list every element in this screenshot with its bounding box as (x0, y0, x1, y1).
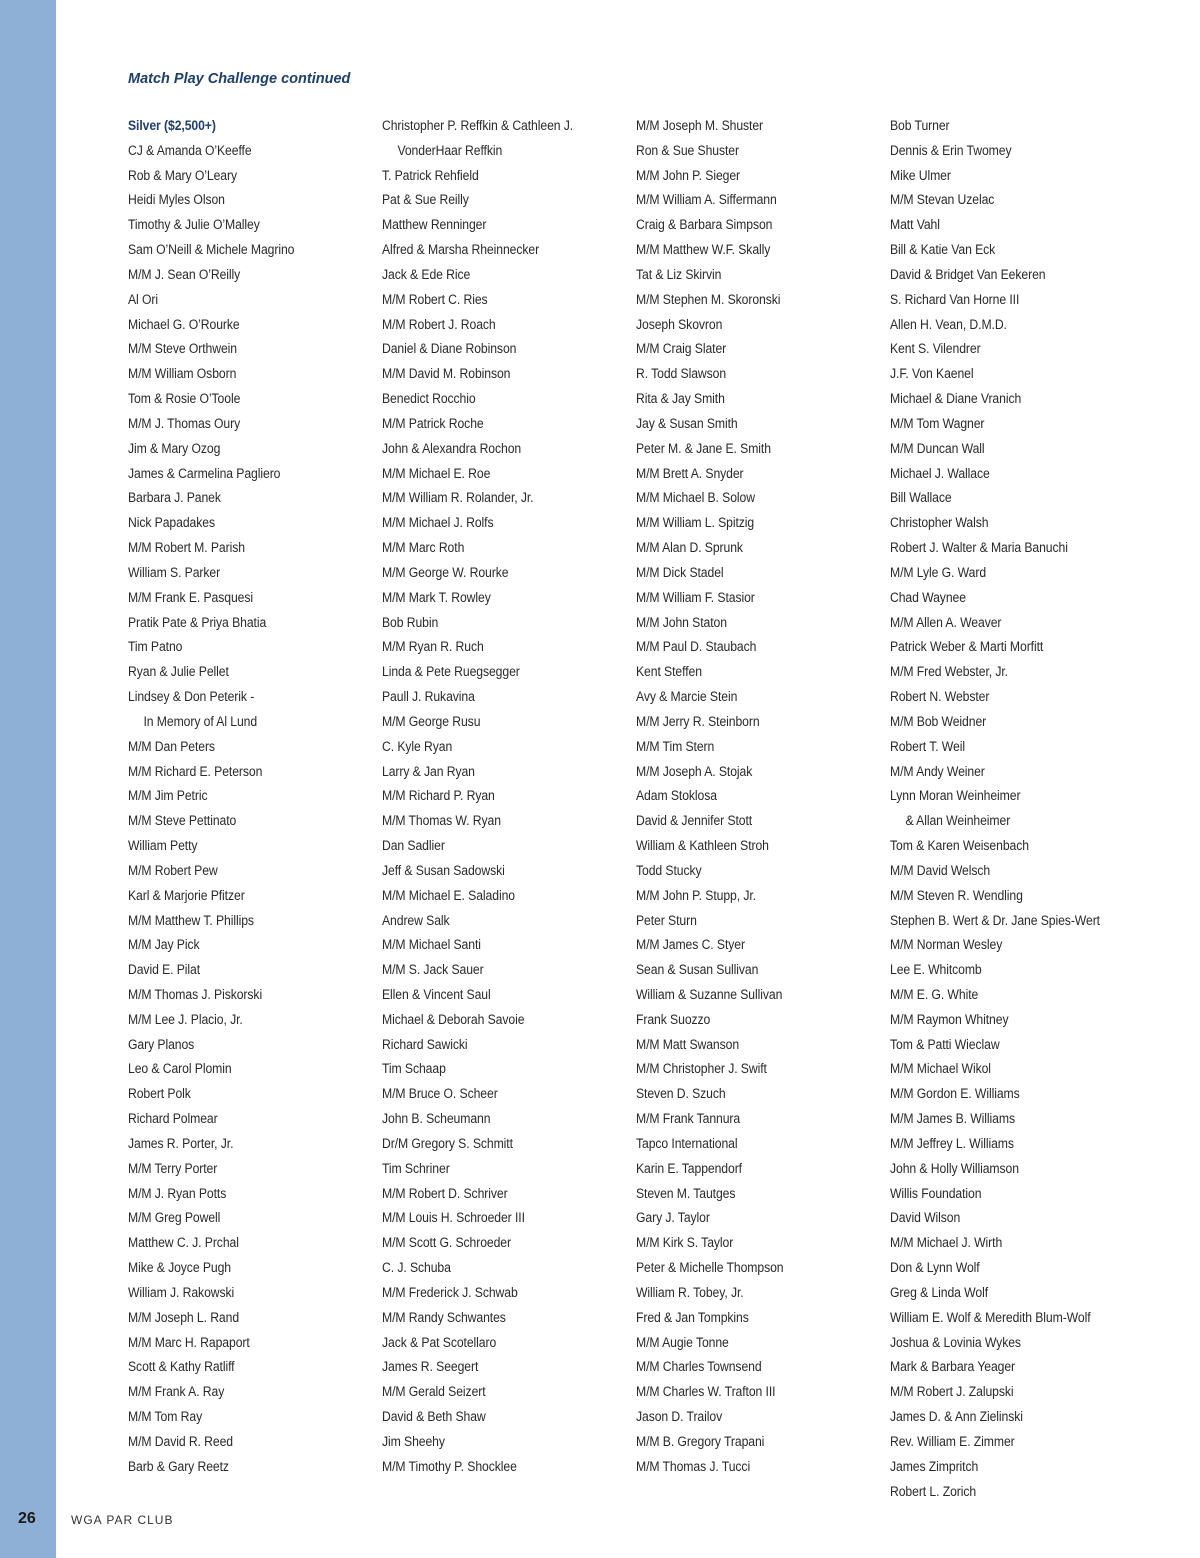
donor-name: Al Ori (128, 291, 158, 308)
donor-name: M/M Michael Wikol (890, 1061, 991, 1078)
donor-name: M/M John P. Stupp, Jr. (636, 887, 756, 904)
donor-name: M/M Michael E. Roe (382, 465, 491, 482)
donor-name: William S. Parker (128, 564, 221, 581)
donor-name: David & Jennifer Stott (636, 813, 753, 830)
donor-name: Chad Waynee (890, 589, 966, 606)
donor-name: William E. Wolf & Meredith Blum-Wolf (890, 1309, 1091, 1326)
donor-name: M/M Scott G. Schroeder (382, 1235, 511, 1252)
donor-name: James R. Porter, Jr. (128, 1135, 234, 1152)
donor-name: Alfred & Marsha Rheinnecker (382, 242, 540, 259)
donor-name: M/M Joseph A. Stojak (636, 763, 753, 780)
donor-name: M/M Jim Petric (128, 788, 208, 805)
donor-name: C. J. Schuba (382, 1260, 451, 1277)
donor-name: Karl & Marjorie Pfitzer (128, 887, 245, 904)
donor-name: Benedict Rocchio (382, 391, 476, 408)
donor-name: Ellen & Vincent Saul (382, 986, 491, 1003)
donor-name: James Zimpritch (890, 1458, 979, 1475)
donor-name: Bob Turner (890, 118, 950, 134)
donor-name: M/M Matthew W.F. Skally (636, 242, 771, 259)
donor-name: M/M Louis H. Schroeder III (382, 1210, 525, 1227)
donor-name: Leo & Carol Plomin (128, 1061, 232, 1078)
donor-name: M/M J. Sean O’Reilly (128, 266, 241, 283)
donor-name: Mark & Barbara Yeager (890, 1359, 1016, 1376)
donor-name: David & Bridget Van Eekeren (890, 266, 1046, 283)
donor-name: M/M Bruce O. Scheer (382, 1086, 498, 1103)
donor-name: Rob & Mary O’Leary (128, 167, 237, 184)
donor-name: Todd Stucky (636, 862, 702, 879)
donor-name: Matthew Renninger (382, 217, 487, 234)
donor-name: M/M Frank Tannura (636, 1111, 741, 1128)
donor-name: Gary Planos (128, 1036, 195, 1053)
donor-name: M/M Paul D. Staubach (636, 639, 757, 656)
section-heading: Silver ($2,500+) (128, 118, 216, 134)
donor-name: M/M Tom Wagner (890, 415, 985, 432)
donor-name: Kent Steffen (636, 664, 702, 681)
donor-name: M/M Raymon Whitney (890, 1011, 1009, 1028)
donor-name: Michael & Diane Vranich (890, 391, 1022, 408)
donor-name: Robert T. Weil (890, 738, 965, 755)
donor-name: Tom & Karen Weisenbach (890, 838, 1029, 855)
donor-name: M/M Tim Stern (636, 738, 715, 755)
donor-name: Tim Schaap (382, 1061, 446, 1078)
donor-name: Tom & Rosie O’Toole (128, 391, 241, 408)
donor-name: Mike Ulmer (890, 167, 951, 184)
donor-column-4 (890, 114, 1140, 1504)
donor-name: Stephen B. Wert & Dr. Jane Spies-Wert (890, 912, 1100, 929)
donor-name: M/M Joseph L. Rand (128, 1309, 240, 1326)
donor-name: M/M Robert C. Ries (382, 291, 488, 308)
donor-name: M/M Gerald Seizert (382, 1384, 486, 1401)
donor-name: M/M William F. Stasior (636, 589, 755, 606)
donor-name: M/M Kirk S. Taylor (636, 1235, 734, 1252)
donor-name: Gary J. Taylor (636, 1210, 710, 1227)
donor-name: CJ & Amanda O’Keeffe (128, 142, 252, 159)
donor-name: Michael G. O’Rourke (128, 316, 240, 333)
donor-name: Willis Foundation (890, 1185, 982, 1202)
donor-name: M/M Charles W. Trafton III (636, 1384, 776, 1401)
donor-name: M/M J. Ryan Potts (128, 1185, 227, 1202)
donor-name: Jim & Mary Ozog (128, 440, 221, 457)
donor-name: Karin E. Tappendorf (636, 1160, 742, 1177)
donor-name: J.F. Von Kaenel (890, 366, 974, 383)
left-margin-bar (0, 0, 56, 1558)
donor-name: Barbara J. Panek (128, 490, 221, 507)
donor-name: M/M Andy Weiner (890, 763, 985, 780)
donor-name: M/M Stevan Uzelac (890, 192, 995, 209)
donor-name: Ron & Sue Shuster (636, 142, 739, 159)
donor-name: M/M Greg Powell (128, 1210, 221, 1227)
donor-name: M/M Ryan R. Ruch (382, 639, 484, 656)
donor-name: T. Patrick Rehfield (382, 167, 479, 184)
donor-name: John & Holly Williamson (890, 1160, 1019, 1177)
donor-name: Robert N. Webster (890, 689, 990, 706)
donor-name: Linda & Pete Ruegsegger (382, 664, 520, 681)
donor-name: In Memory of Al Lund (143, 713, 258, 730)
donor-name: Steven D. Szuch (636, 1086, 726, 1103)
donor-name: M/M Marc H. Rapaport (128, 1334, 250, 1351)
page-number: 26 (18, 1510, 36, 1527)
donor-name: M/M Thomas J. Piskorski (128, 986, 263, 1003)
donor-name: M/M Thomas J. Tucci (636, 1458, 751, 1475)
donor-name: M/M Duncan Wall (890, 440, 985, 457)
donor-name: M/M James C. Styer (636, 937, 745, 954)
donor-name: M/M Randy Schwantes (382, 1309, 506, 1326)
donor-name: Barb & Gary Reetz (128, 1458, 229, 1475)
donor-name: M/M Joseph M. Shuster (636, 118, 764, 134)
donor-name: Kent S. Vilendrer (890, 341, 981, 358)
donor-name: M/M John Staton (636, 614, 727, 631)
donor-name: M/M Matthew T. Phillips (128, 912, 254, 929)
donor-name: John & Alexandra Rochon (382, 440, 522, 457)
donor-name: M/M William Osborn (128, 366, 237, 383)
donor-name: M/M S. Jack Sauer (382, 962, 484, 979)
donor-name: M/M Dan Peters (128, 738, 215, 755)
donor-name: M/M Charles Townsend (636, 1359, 762, 1376)
donor-name: M/M William L. Spitzig (636, 515, 755, 532)
donor-name: M/M Lee J. Placio, Jr. (128, 1011, 243, 1028)
donor-name: M/M William A. Siffermann (636, 192, 777, 209)
donor-name: M/M Richard E. Peterson (128, 763, 263, 780)
donor-name: Don & Lynn Wolf (890, 1260, 980, 1277)
donor-name: M/M Terry Porter (128, 1160, 218, 1177)
donor-name: Tat & Liz Skirvin (636, 266, 722, 283)
donor-name: Dr/M Gregory S. Schmitt (382, 1135, 513, 1152)
donor-name: James D. & Ann Zielinski (890, 1409, 1023, 1426)
donor-name: M/M Steve Orthwein (128, 341, 237, 358)
donor-name: Frank Suozzo (636, 1011, 711, 1028)
donor-name: Nick Papadakes (128, 515, 215, 532)
donor-name: M/M Frank A. Ray (128, 1384, 225, 1401)
donor-name: M/M Steve Pettinato (128, 813, 237, 830)
donor-name: M/M Marc Roth (382, 540, 465, 557)
donor-name: Craig & Barbara Simpson (636, 217, 773, 234)
donor-name: Jeff & Susan Sadowski (382, 862, 505, 879)
donor-name: Mike & Joyce Pugh (128, 1260, 231, 1277)
donor-name: M/M Norman Wesley (890, 937, 1003, 954)
donor-name: Peter Sturn (636, 912, 697, 929)
donor-name: M/M David Welsch (890, 862, 991, 879)
donor-name: M/M Thomas W. Ryan (382, 813, 501, 830)
donor-name: M/M Robert Pew (128, 862, 218, 879)
donor-name: M/M George W. Rourke (382, 564, 509, 581)
donor-name: Avy & Marcie Stein (636, 689, 738, 706)
donor-name: Sean & Susan Sullivan (636, 962, 759, 979)
donor-name: Pat & Sue Reilly (382, 192, 469, 209)
donor-name: Christopher Walsh (890, 515, 989, 532)
donor-name: David Wilson (890, 1210, 961, 1227)
donor-name: M/M Patrick Roche (382, 415, 484, 432)
donor-name: M/M Alan D. Sprunk (636, 540, 743, 557)
donor-name: William & Suzanne Sullivan (636, 986, 783, 1003)
donor-name: M/M Bob Weidner (890, 713, 987, 730)
donor-name: Matt Vahl (890, 217, 940, 234)
donor-name: Richard Polmear (128, 1111, 218, 1128)
donor-name: M/M James B. Williams (890, 1111, 1015, 1128)
donor-name: M/M Stephen M. Skoronski (636, 291, 781, 308)
donor-name: Adam Stoklosa (636, 788, 717, 805)
donor-column-3 (636, 114, 886, 1480)
donor-name: S. Richard Van Horne III (890, 291, 1020, 308)
donor-name: Jack & Pat Scotellaro (382, 1334, 497, 1351)
donor-name: Fred & Jan Tompkins (636, 1309, 749, 1326)
donor-name: M/M Matt Swanson (636, 1036, 740, 1053)
donor-name: Richard Sawicki (382, 1036, 468, 1053)
donor-name: Allen H. Vean, D.M.D. (890, 316, 1007, 333)
donor-name: James & Carmelina Pagliero (128, 465, 281, 482)
donor-name: M/M Richard P. Ryan (382, 788, 495, 805)
donor-name: Sam O’Neill & Michele Magrino (128, 242, 295, 259)
donor-name: M/M Gordon E. Williams (890, 1086, 1020, 1103)
donor-name: William J. Rakowski (128, 1284, 235, 1301)
donor-name: Heidi Myles Olson (128, 192, 225, 209)
donor-name: Tim Patno (128, 639, 183, 656)
donor-name: M/M Allen A. Weaver (890, 614, 1002, 631)
donor-name: M/M David M. Robinson (382, 366, 511, 383)
donor-name: Lindsey & Don Peterik - (128, 689, 255, 706)
donor-name: Joshua & Lovinia Wykes (890, 1334, 1021, 1351)
donor-name: Matthew C. J. Prchal (128, 1235, 239, 1252)
donor-column-2 (382, 114, 632, 1480)
donor-name: William & Kathleen Stroh (636, 838, 769, 855)
donor-name: Peter & Michelle Thompson (636, 1260, 784, 1277)
donor-name: Lee E. Whitcomb (890, 962, 982, 979)
donor-name: Bob Rubin (382, 614, 439, 631)
donor-name: Michael & Deborah Savoie (382, 1011, 525, 1028)
donor-name: M/M Tom Ray (128, 1409, 203, 1426)
donor-name: Patrick Weber & Marti Morfitt (890, 639, 1044, 656)
donor-name: Dennis & Erin Twomey (890, 142, 1012, 159)
donor-name: Ryan & Julie Pellet (128, 664, 229, 681)
donor-name: M/M B. Gregory Trapani (636, 1433, 765, 1450)
donor-name: M/M Robert J. Roach (382, 316, 496, 333)
donor-name: M/M David R. Reed (128, 1433, 234, 1450)
donor-name: Larry & Jan Ryan (382, 763, 475, 780)
donor-name: Robert L. Zorich (890, 1483, 977, 1500)
donor-name: John B. Scheumann (382, 1111, 491, 1128)
donor-name: Steven M. Tautges (636, 1185, 736, 1202)
donor-name: Andrew Salk (382, 912, 450, 929)
donor-name: M/M Christopher J. Swift (636, 1061, 767, 1078)
donor-name: M/M Frank E. Pasquesi (128, 589, 253, 606)
donor-column-1 (128, 114, 378, 1480)
donor-name: Scott & Kathy Ratliff (128, 1359, 235, 1376)
donor-name: R. Todd Slawson (636, 366, 727, 383)
donor-name: Jack & Ede Rice (382, 266, 471, 283)
donor-name: William R. Tobey, Jr. (636, 1284, 744, 1301)
donor-name: Tom & Patti Wieclaw (890, 1036, 1000, 1053)
page-heading: Match Play Challenge continued (128, 71, 351, 87)
donor-name: Robert J. Walter & Maria Banuchi (890, 540, 1068, 557)
donor-name: James R. Seegert (382, 1359, 479, 1376)
donor-name: Christopher P. Reffkin & Cathleen J. (382, 118, 574, 134)
donor-name: M/M Jay Pick (128, 937, 200, 954)
donor-name: M/M Michael E. Saladino (382, 887, 515, 904)
donor-name: Jason D. Trailov (636, 1409, 723, 1426)
donor-name: M/M Jeffrey L. Williams (890, 1135, 1014, 1152)
donor-name: Daniel & Diane Robinson (382, 341, 517, 358)
donor-name: M/M George Rusu (382, 713, 481, 730)
donor-name: M/M Dick Stadel (636, 564, 724, 581)
donor-name: M/M J. Thomas Oury (128, 415, 241, 432)
donor-name: Michael J. Wallace (890, 465, 990, 482)
donor-name: C. Kyle Ryan (382, 738, 453, 755)
donor-name: Rev. William E. Zimmer (890, 1433, 1015, 1450)
donor-name: M/M Fred Webster, Jr. (890, 664, 1008, 681)
donor-name: M/M Robert M. Parish (128, 540, 245, 557)
donor-name: William Petty (128, 838, 198, 855)
donor-name: Lynn Moran Weinheimer (890, 788, 1021, 805)
donor-name: Robert Polk (128, 1086, 191, 1103)
donor-name: M/M Mark T. Rowley (382, 589, 491, 606)
donor-name: David & Beth Shaw (382, 1409, 486, 1426)
donor-name: David E. Pilat (128, 962, 201, 979)
donor-name: M/M Augie Tonne (636, 1334, 729, 1351)
donor-name: M/M Michael J. Wirth (890, 1235, 1003, 1252)
donor-name: M/M Michael Santi (382, 937, 481, 954)
donor-name: Pratik Pate & Priya Bhatia (128, 614, 267, 631)
donor-name: M/M William R. Rolander, Jr. (382, 490, 534, 507)
donor-name: M/M John P. Sieger (636, 167, 741, 184)
donor-name: M/M Robert J. Zalupski (890, 1384, 1014, 1401)
donor-name: M/M Steven R. Wendling (890, 887, 1023, 904)
donor-name: Rita & Jay Smith (636, 391, 725, 408)
donor-name: M/M Timothy P. Shocklee (382, 1458, 517, 1475)
donor-name: M/M E. G. White (890, 986, 979, 1003)
donor-name: Tapco International (636, 1135, 738, 1152)
donor-name: Jim Sheehy (382, 1433, 445, 1450)
donor-name: Paull J. Rukavina (382, 689, 475, 706)
donor-name: Jay & Susan Smith (636, 415, 738, 432)
donor-name: M/M Robert D. Schriver (382, 1185, 508, 1202)
donor-name: Greg & Linda Wolf (890, 1284, 989, 1301)
donor-name: & Allan Weinheimer (905, 813, 1011, 830)
donor-name: Joseph Skovron (636, 316, 723, 333)
donor-name: Tim Schriner (382, 1160, 450, 1177)
donor-name: M/M Michael J. Rolfs (382, 515, 494, 532)
donor-name: M/M Michael B. Solow (636, 490, 755, 507)
donor-name: Bill & Katie Van Eck (890, 242, 996, 259)
donor-name: M/M Frederick J. Schwab (382, 1284, 518, 1301)
donor-name: Bill Wallace (890, 490, 952, 507)
donor-name: M/M Lyle G. Ward (890, 564, 987, 581)
footer-publication: WGA PAR CLUB (71, 1513, 174, 1527)
donor-name: M/M Jerry R. Steinborn (636, 713, 760, 730)
donor-name: Timothy & Julie O’Malley (128, 217, 260, 234)
donor-name: M/M Craig Slater (636, 341, 727, 358)
donor-name: M/M Brett A. Snyder (636, 465, 744, 482)
donor-name: Dan Sadlier (382, 838, 445, 855)
donor-name: VonderHaar Reffkin (397, 142, 503, 159)
donor-name: Peter M. & Jane E. Smith (636, 440, 771, 457)
